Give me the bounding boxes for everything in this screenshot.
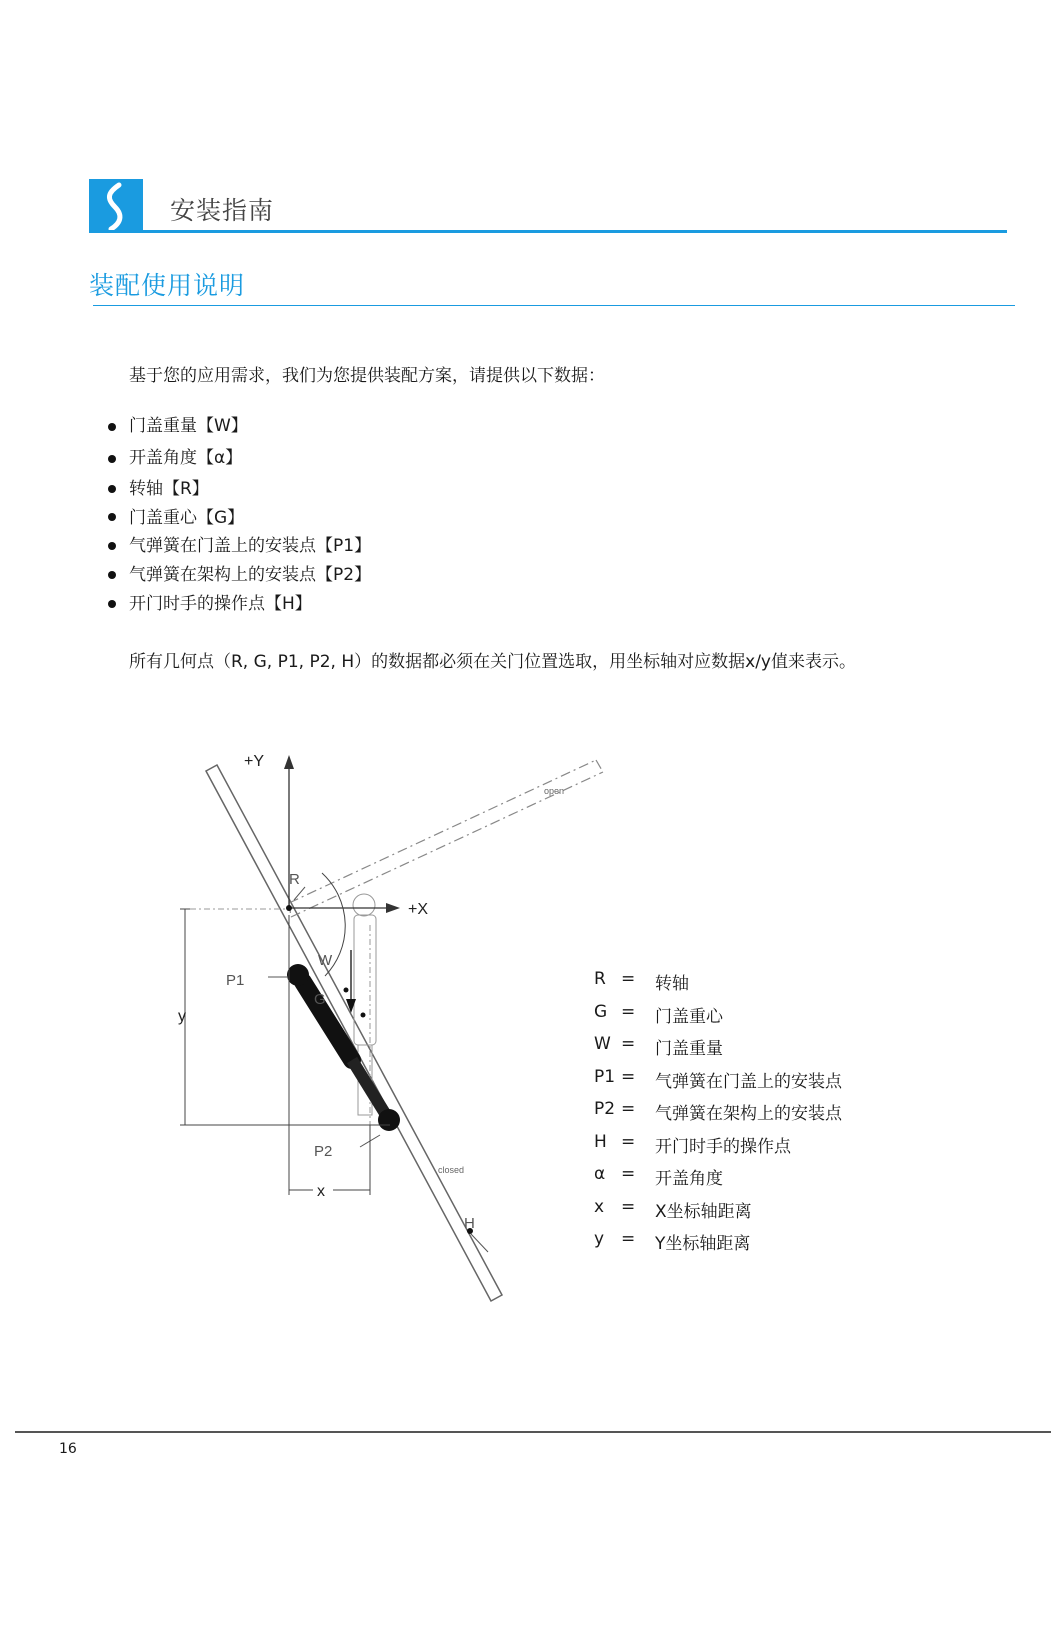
x-dimension-label: x (317, 1183, 325, 1200)
legend-row: G = 门盖重心 (594, 1001, 723, 1027)
section-title: 装配使用说明 (89, 271, 246, 300)
gravity-center-point (344, 988, 349, 993)
x-axis-arrow-icon (386, 903, 400, 913)
y-axis-label: +Y (244, 753, 265, 770)
open-lid (289, 760, 603, 917)
legend-row: H = 开门时手的操作点 (594, 1131, 791, 1157)
intro-text: 基于您的应用需求，我们为您提供装配方案，请提供以下数据： (129, 366, 605, 386)
gas-spring (287, 964, 400, 1131)
legend-row: P2 = 气弹簧在架构上的安装点 (594, 1099, 842, 1124)
s-logo-icon (89, 179, 143, 233)
footer-divider (15, 1431, 1051, 1433)
gravity-center-label: G (314, 991, 326, 1008)
page-number: 16 (59, 1441, 77, 1457)
legend-row: x = X坐标轴距离 (594, 1196, 752, 1222)
section-divider (93, 305, 1015, 306)
header-title: 安装指南 (170, 196, 275, 225)
bullet-icon (108, 423, 116, 431)
p2-label: P2 (314, 1143, 333, 1160)
pivot-point (286, 905, 292, 911)
closed-label: closed (438, 1165, 465, 1175)
y-dimension-label: y (178, 1008, 186, 1025)
required-data-list (108, 411, 371, 618)
legend-row: W = 门盖重量 (594, 1034, 723, 1059)
list-item: 开盖角度【α】 (108, 443, 371, 474)
leader-lines (268, 887, 488, 1252)
list-item: 气弹簧在门盖上的安装点【P1】 (108, 531, 371, 560)
weight-label: W (318, 952, 333, 969)
header-divider (89, 230, 1007, 233)
legend-row: α = 开盖角度 (594, 1164, 723, 1189)
handle-label: H (464, 1215, 475, 1232)
gravity-center-marker (361, 1013, 366, 1018)
list-item: 开门时手的操作点【H】 (108, 589, 371, 618)
bullet-icon (108, 600, 116, 608)
list-item: 转轴【R】 (108, 474, 371, 503)
list-item: 门盖重心【G】 (108, 503, 371, 531)
y-axis-arrow-icon (284, 755, 294, 769)
installation-diagram (170, 725, 610, 1305)
bullet-icon (108, 542, 116, 550)
axes (289, 767, 392, 908)
bullet-icon (108, 455, 116, 463)
bullet-icon (108, 513, 116, 521)
legend-row: y = Y坐标轴距离 (594, 1229, 751, 1254)
coordinates-note: 所有几何点（R, G, P1, P2, H）的数据都必须在关门位置选取，用坐标轴对应数据x/y值来表示。 (129, 652, 856, 672)
legend-row: P1 = 气弹簧在门盖上的安装点 (594, 1066, 842, 1092)
pivot-label: R (289, 871, 300, 888)
bullet-icon (108, 571, 116, 579)
x-axis-label: +X (408, 901, 429, 918)
p1-label: P1 (226, 972, 245, 989)
legend (594, 969, 842, 1262)
brand-logo (89, 179, 143, 233)
list-item: 气弹簧在架构上的安装点【P2】 (108, 560, 371, 589)
legend-row: R = 转轴 (594, 969, 689, 994)
open-label: open (544, 786, 565, 796)
bullet-icon (108, 485, 116, 493)
list-item: 门盖重量【W】 (108, 411, 371, 443)
